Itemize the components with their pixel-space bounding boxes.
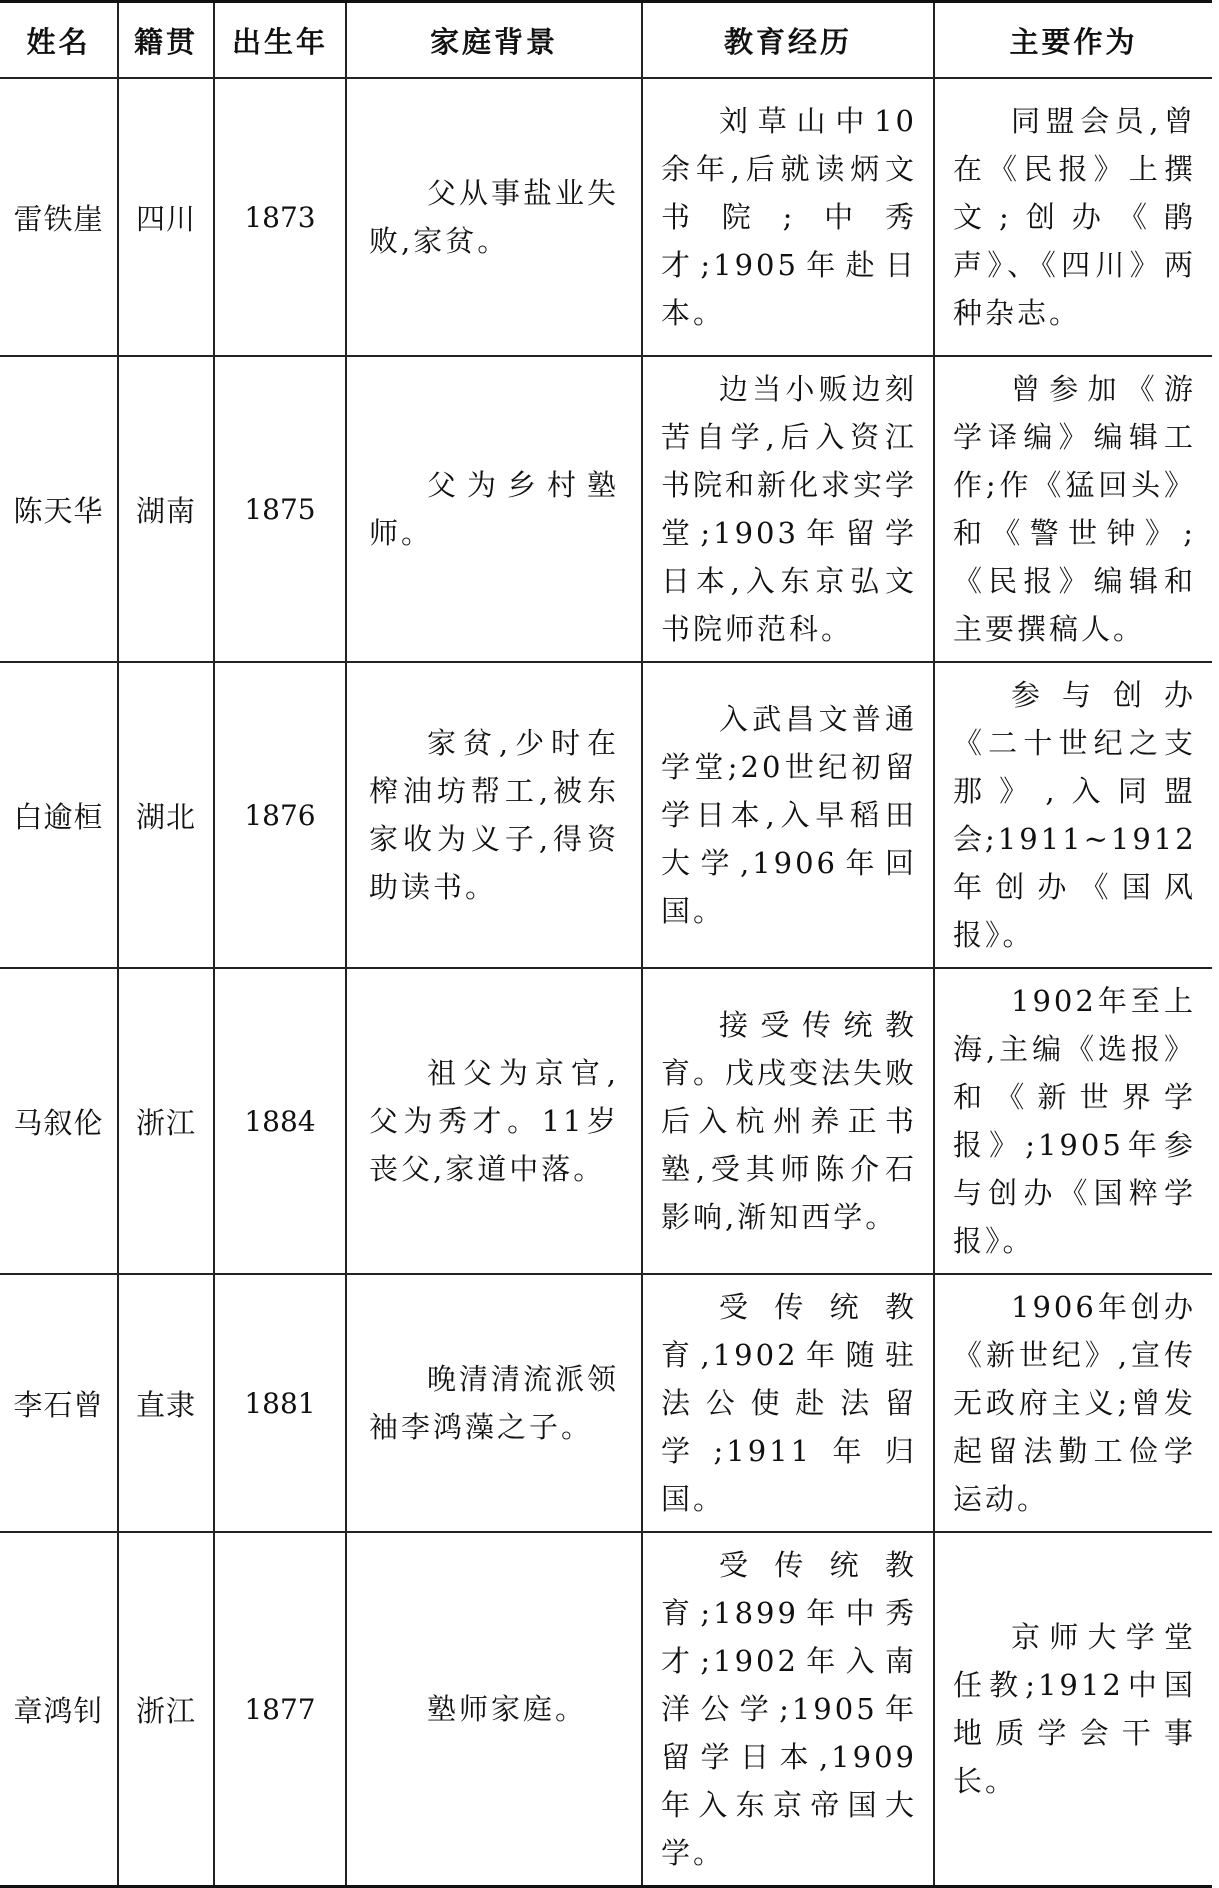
cell-name: 雷铁崖 bbox=[0, 78, 118, 356]
cell-year: 1873 bbox=[214, 78, 346, 356]
table-row bbox=[0, 356, 1212, 662]
cell-education: 边当小贩边刻苦自学,后入资江书院和新化求实学堂;1903年留学日本,入东京弘文书院师范科。 bbox=[642, 356, 934, 662]
cell-family: 塾师家庭。 bbox=[346, 1532, 642, 1887]
cell-origin: 四川 bbox=[118, 78, 214, 356]
cell-year: 1884 bbox=[214, 968, 346, 1274]
cell-family: 父从事盐业失败,家贫。 bbox=[346, 78, 642, 356]
cell-origin: 浙江 bbox=[118, 968, 214, 1274]
cell-deeds: 同盟会员,曾在《民报》上撰文;创办《鹃声》、《四川》两种杂志。 bbox=[934, 78, 1212, 356]
cell-education: 受传统教育,1902年随驻法公使赴法留学;1911年归国。 bbox=[642, 1274, 934, 1532]
cell-deeds: 1906年创办《新世纪》,宣传无政府主义;曾发起留法勤工俭学运动。 bbox=[934, 1274, 1212, 1532]
cell-origin: 湖北 bbox=[118, 662, 214, 968]
cell-name: 陈天华 bbox=[0, 356, 118, 662]
header-name: 姓名 bbox=[0, 2, 118, 79]
cell-deeds: 参与创办《二十世纪之支那》,入同盟会;1911~1912年创办《国风报》。 bbox=[934, 662, 1212, 968]
cell-deeds: 京师大学堂任教;1912中国地质学会干事长。 bbox=[934, 1532, 1212, 1887]
cell-education: 刘草山中10余年,后就读炳文书院;中秀才;1905年赴日本。 bbox=[642, 78, 934, 356]
cell-origin: 湖南 bbox=[118, 356, 214, 662]
cell-education: 受传统教育;1899年中秀才;1902年入南洋公学;1905年留学日本,1909年入东京帝国大学。 bbox=[642, 1532, 934, 1887]
cell-name: 李石曾 bbox=[0, 1274, 118, 1532]
cell-origin: 直隶 bbox=[118, 1274, 214, 1532]
table-row bbox=[0, 78, 1212, 356]
header-year: 出生年 bbox=[214, 2, 346, 79]
header-origin: 籍贯 bbox=[118, 2, 214, 79]
cell-family: 父为乡村塾师。 bbox=[346, 356, 642, 662]
table-row bbox=[0, 1532, 1212, 1887]
header-deeds: 主要作为 bbox=[934, 2, 1212, 79]
cell-deeds: 曾参加《游学译编》编辑工作;作《猛回头》和《警世钟》;《民报》编辑和主要撰稿人。 bbox=[934, 356, 1212, 662]
cell-family: 祖父为京官,父为秀才。11岁丧父,家道中落。 bbox=[346, 968, 642, 1274]
cell-year: 1877 bbox=[214, 1532, 346, 1887]
cell-name: 白逾桓 bbox=[0, 662, 118, 968]
table-row bbox=[0, 662, 1212, 968]
cell-family: 晚清清流派领袖李鸿藻之子。 bbox=[346, 1274, 642, 1532]
cell-year: 1881 bbox=[214, 1274, 346, 1532]
table-row bbox=[0, 1274, 1212, 1532]
table-row bbox=[0, 968, 1212, 1274]
cell-education: 入武昌文普通学堂;20世纪初留学日本,入早稻田大学,1906年回国。 bbox=[642, 662, 934, 968]
cell-deeds: 1902年至上海,主编《选报》和《新世界学报》;1905年参与创办《国粹学报》。 bbox=[934, 968, 1212, 1274]
cell-origin: 浙江 bbox=[118, 1532, 214, 1887]
cell-education: 接受传统教育。戊戌变法失败后入杭州养正书塾,受其师陈介石影响,渐知西学。 bbox=[642, 968, 934, 1274]
cell-name: 马叙伦 bbox=[0, 968, 118, 1274]
header-family: 家庭背景 bbox=[346, 2, 642, 79]
header-education: 教育经历 bbox=[642, 2, 934, 79]
header-row bbox=[0, 2, 1212, 79]
cell-year: 1876 bbox=[214, 662, 346, 968]
cell-family: 家贫,少时在榨油坊帮工,被东家收为义子,得资助读书。 bbox=[346, 662, 642, 968]
cell-year: 1875 bbox=[214, 356, 346, 662]
cell-name: 章鸿钊 bbox=[0, 1532, 118, 1887]
